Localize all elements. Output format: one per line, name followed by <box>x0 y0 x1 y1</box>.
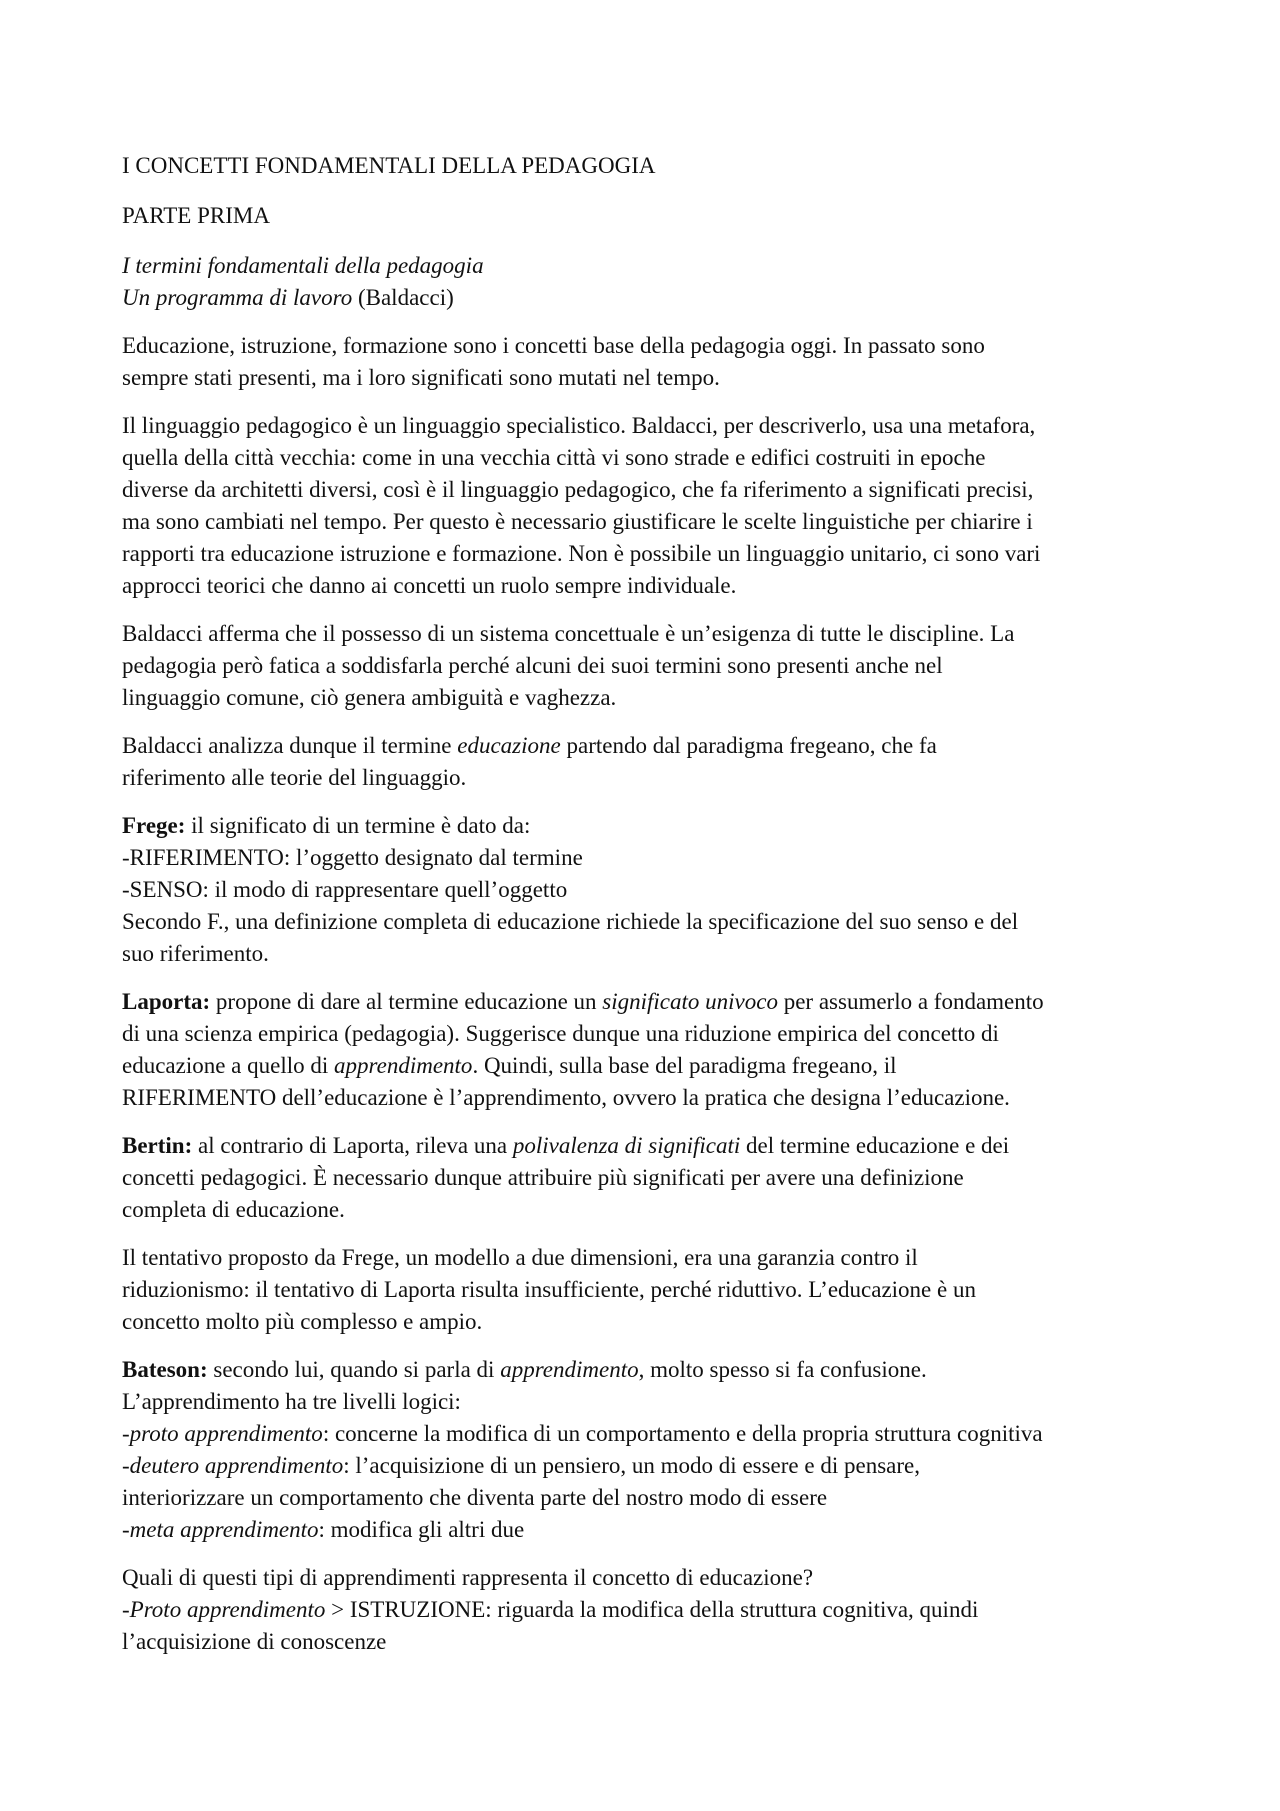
text-line: -meta apprendimento: modifica gli altri due <box>122 1517 525 1542</box>
section-laporta <box>122 986 1182 1114</box>
paragraph-sistema-concettuale <box>122 618 1182 714</box>
bateson-label: Bateson: <box>122 1357 208 1382</box>
text-line: Il tentativo proposto da Frege, un modello a due dimensioni, era una garanzia contro il <box>122 1245 918 1270</box>
paragraph-tentativo-frege <box>122 1242 1182 1338</box>
section-bateson <box>122 1354 1182 1546</box>
paragraph-linguaggio <box>122 410 1182 602</box>
text-line: pedagogia però fatica a soddisfarla perché alcuni dei suoi termini sono presenti anche nel <box>122 653 943 678</box>
text-line: educazione a quello di apprendimento. Quindi, sulla base del paradigma fregeano, il <box>122 1053 897 1078</box>
text-line: sempre stati presenti, ma i loro significati sono mutati nel tempo. <box>122 365 720 390</box>
document-title <box>122 150 1182 182</box>
text-line: Bateson: secondo lui, quando si parla di apprendimento, molto spesso si fa confusione. <box>122 1357 927 1382</box>
text-line: Baldacci analizza dunque il termine educazione partendo dal paradigma fregeano, che fa <box>122 733 937 758</box>
text-line: l’acquisizione di conoscenze <box>122 1629 387 1654</box>
laporta-label: Laporta: <box>122 989 211 1014</box>
text-line: concetti pedagogici. È necessario dunque attribuire più significati per avere una definizione <box>122 1165 964 1190</box>
bertin-label: Bertin: <box>122 1133 193 1158</box>
text-line: di una scienza empirica (pedagogia). Suggerisce dunque una riduzione empirica del concetto di <box>122 1021 999 1046</box>
text-line: suo riferimento. <box>122 941 269 966</box>
paragraph-educazione <box>122 730 1182 794</box>
text-line: -Proto apprendimento > ISTRUZIONE: riguarda la modifica della struttura cognitiva, quindi <box>122 1597 979 1622</box>
text-line: Laporta: propone di dare al termine educazione un significato univoco per assumerlo a fondamento <box>122 989 1044 1014</box>
text-line: RIFERIMENTO dell’educazione è l’apprendimento, ovvero la pratica che designa l’educazione. <box>122 1085 1010 1110</box>
text-line: -proto apprendimento: concerne la modifica di un comportamento e della propria struttura cognitiva <box>122 1421 1043 1446</box>
document-title-text: I CONCETTI FONDAMENTALI DELLA PEDAGOGIA <box>122 153 656 178</box>
text-line: ma sono cambiati nel tempo. Per questo è necessario giustificare le scelte linguistiche per chiarire i <box>122 509 1033 534</box>
section-bertin <box>122 1130 1182 1226</box>
subtitle-block <box>122 250 1182 314</box>
text-line: riduzionismo: il tentativo di Laporta risulta insufficiente, perché riduttivo. L’educazione è un <box>122 1277 976 1302</box>
text-line: approcci teorici che danno ai concetti un ruolo sempre individuale. <box>122 573 737 598</box>
text-line: Educazione, istruzione, formazione sono i concetti base della pedagogia oggi. In passato sono <box>122 333 985 358</box>
text-line: Frege: il significato di un termine è dato da: <box>122 813 531 838</box>
text-line: Il linguaggio pedagogico è un linguaggio specialistico. Baldacci, per descriverlo, usa una metafora, <box>122 413 1036 438</box>
subtitle-line-2: Un programma di lavoro (Baldacci) <box>122 285 454 310</box>
text-line: interiorizzare un comportamento che diventa parte del nostro modo di essere <box>122 1485 828 1510</box>
text-line: -RIFERIMENTO: l’oggetto designato dal termine <box>122 845 583 870</box>
section-question <box>122 1562 1182 1658</box>
text-line: linguaggio comune, ciò genera ambiguità e vaghezza. <box>122 685 617 710</box>
text-line: quella della città vecchia: come in una vecchia città vi sono strade e edifici costruiti in epoche <box>122 445 986 470</box>
text-line: Secondo F., una definizione completa di educazione richiede la specificazione del suo senso e del <box>122 909 1019 934</box>
text-line: -SENSO: il modo di rappresentare quell’oggetto <box>122 877 568 902</box>
subtitle-line-1: I termini fondamentali della pedagogia <box>122 253 484 278</box>
text-line: completa di educazione. <box>122 1197 345 1222</box>
text-line: L’apprendimento ha tre livelli logici: <box>122 1389 461 1414</box>
text-line: -deutero apprendimento: l’acquisizione di un pensiero, un modo di essere e di pensare, <box>122 1453 920 1478</box>
text-line: concetto molto più complesso e ampio. <box>122 1309 483 1334</box>
text-line: Bertin: al contrario di Laporta, rileva una polivalenza di significati del termine educazione e dei <box>122 1133 1010 1158</box>
paragraph-intro <box>122 330 1182 394</box>
frege-label: Frege: <box>122 813 186 838</box>
part-heading-text: PARTE PRIMA <box>122 203 270 228</box>
text-line: diverse da architetti diversi, così è il linguaggio pedagogico, che fa riferimento a significati precisi, <box>122 477 1034 502</box>
text-line: riferimento alle teorie del linguaggio. <box>122 765 467 790</box>
document-page <box>122 150 1182 1674</box>
text-line: Quali di questi tipi di apprendimenti rappresenta il concetto di educazione? <box>122 1565 814 1590</box>
text-line: rapporti tra educazione istruzione e formazione. Non è possibile un linguaggio unitario, ci sono vari <box>122 541 1041 566</box>
text-line: Baldacci afferma che il possesso di un sistema concettuale è un’esigenza di tutte le discipline. La <box>122 621 1015 646</box>
part-heading <box>122 200 1182 232</box>
section-frege <box>122 810 1182 970</box>
